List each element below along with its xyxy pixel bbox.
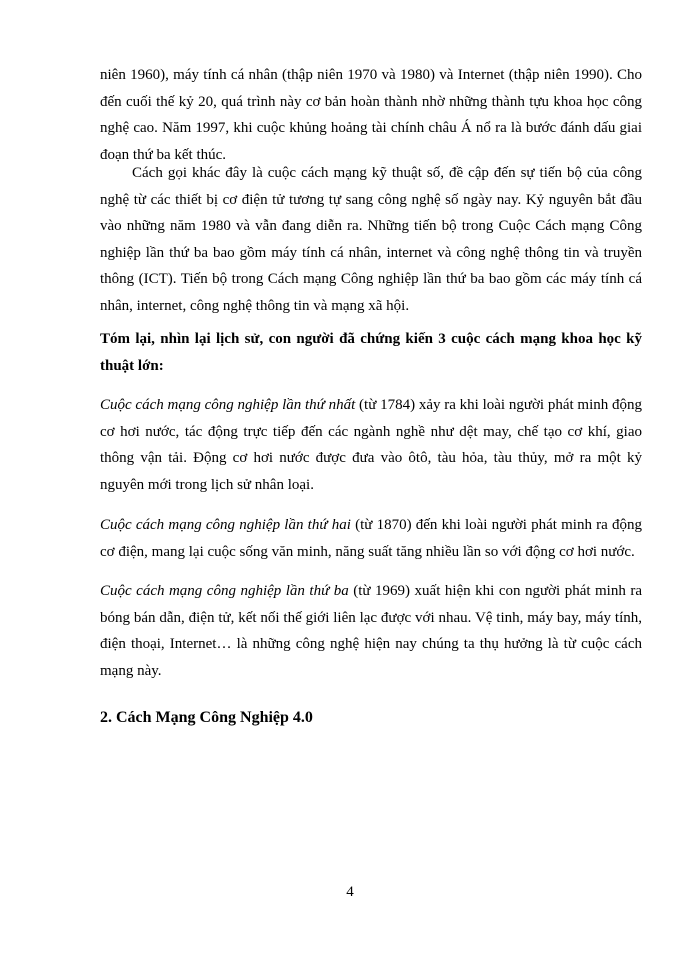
paragraph-first-revolution [100,392,642,498]
first-revolution-text: (từ 1784) xảy ra khi loài người phát minh động cơ hơi nước, tác động trực tiếp đến các ngành nghề như dệt may, chế tạo cơ khí, giao thông vận tải. Động cơ hơi nước được đưa vào ôtô, tàu hỏa, tàu thủy, mở ra một kỷ nguyên mới trong lịch sử nhân loại. [100,397,642,493]
third-revolution-title: Cuộc cách mạng công nghiệp lần thứ ba [100,583,349,599]
second-revolution-title: Cuộc cách mạng công nghiệp lần thứ hai [100,517,351,533]
paragraph-intro-continuation: niên 1960), máy tính cá nhân (thập niên 1970 và 1980) và Internet (thập niên 1990). Cho đến cuối thế kỷ 20, quá trình này cơ bản hoàn thành nhờ những thành tựu khoa học công nghệ cao. Năm 1997, khi cuộc khủng hoảng tài chính châu Á nổ ra là bước đánh dấu giai đoạn thứ ba kết thúc. [100,67,642,163]
third-revolution-text: (từ 1969) xuất hiện khi con người phát minh ra bóng bán dẫn, điện tử, kết nối thế giới liên lạc được với nhau. Vệ tinh, máy bay, máy tính, điện thoại, Internet… là những công nghệ hiện nay chúng ta thụ hưởng là từ cuộc cách mạng này. [100,583,642,679]
paragraph-summary: Tóm lại, nhìn lại lịch sử, con người đã chứng kiến 3 cuộc cách mạng khoa học kỹ thuật lớn: [100,331,642,374]
paragraph-digital-revolution: Cách gọi khác đây là cuộc cách mạng kỹ thuật số, đề cập đến sự tiến bộ của công nghệ từ các thiết bị cơ điện tử tương tự sang công nghệ số ngày nay. Kỷ nguyên bắt đầu vào những năm 1980 và vẫn đang diễn ra. Những tiến bộ trong Cuộc Cách mạng Công nghiệp lần thứ ba bao gồm máy tính cá nhân, internet và công nghệ thông tin và truyền thông (ICT). Tiến bộ trong Cách mạng Công nghiệp lần thứ ba bao gồm các máy tính cá nhân, internet, công nghệ thông tin và mạng xã hội. [100,165,642,314]
second-revolution-text: (từ 1870) đến khi loài người phát minh ra động cơ điện, mang lại cuộc sống văn minh, năng suất tăng nhiều lần so với động cơ hơi nước. [100,517,642,560]
paragraph-third-revolution [100,578,642,684]
page-number: 4 [346,884,354,900]
first-revolution-title: Cuộc cách mạng công nghiệp lần thứ nhất [100,397,356,413]
section-heading: 2. Cách Mạng Công Nghiệp 4.0 [100,709,313,726]
paragraph-second-revolution [100,512,642,565]
